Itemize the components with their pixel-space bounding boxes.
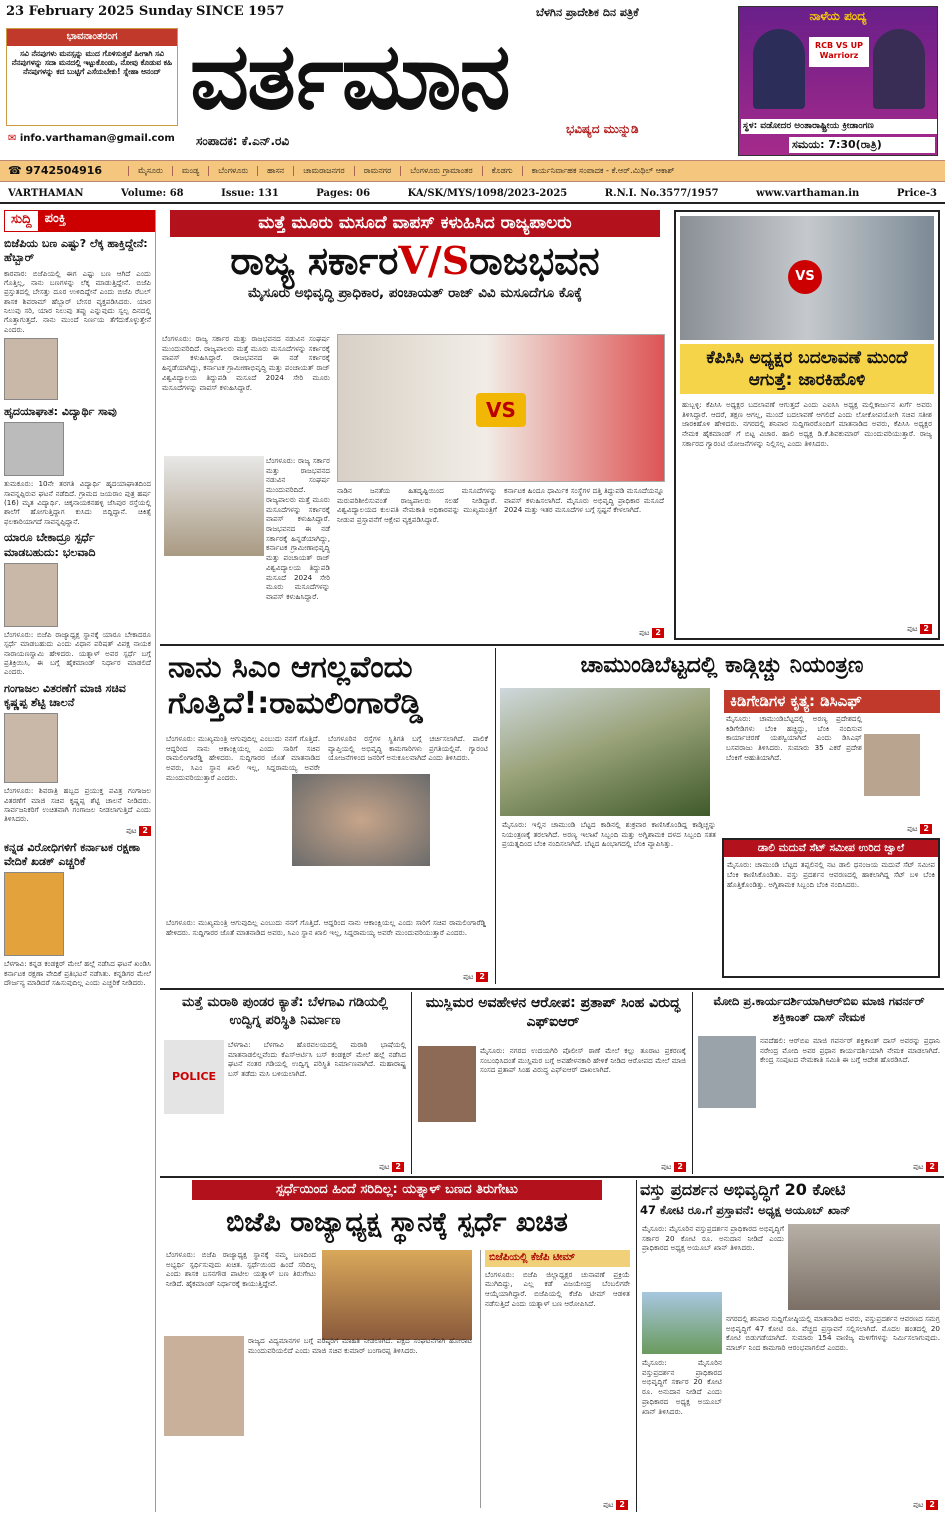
- kjp-tag: ಬಿಜೆಪಿಯಲ್ಲಿ ಕೆಜೆಪಿ ಟೀಮ್: [485, 1250, 630, 1267]
- yatnal-body: ಬೆಂಗಳೂರು: ಬಿಜೆಪಿ ರಾಜ್ಯಾಧ್ಯಕ್ಷ ಸ್ಥಾನಕ್ಕೆ ನಮ್ಮ ಬಣದಿಂದ ಅಭ್ಯರ್ಥಿ ಸ್ಪರ್ಧಿಸುವುದು ಖಚಿತ. ಸ್ಪರ್ಧೆಯಿಂದ ಹಿಂದೆ ಸರಿದಿಲ್ಲ ಎಂದು ಶಾಸಕ ಬಸನಗೌಡ ಪಾಟೀಲ ಯತ್ನಾಳ್ ಬಣ ತಿರುಗೇಟು ನೀಡಿದೆ. ಹೈಕಮಾಂಡ್ ನಿರ್ಧಾರಕ್ಕೆ ಕಾಯುತ್ತಿದ್ದೇವೆ.: [166, 1250, 316, 1289]
- chamundi-headline: ಚಾಮುಂಡಿಬೆಟ್ಟದಲ್ಲಿ ಕಾಡ್ಗಿಚ್ಚು ನಿಯಂತ್ರಣ: [580, 653, 864, 678]
- meta-paper: VARTHAMAN: [8, 187, 84, 199]
- player-photo-left: [753, 29, 805, 109]
- lead-kicker: ಮತ್ತೆ ಮೂರು ಮಸೂದೆ ವಾಪಸ್ ಕಳುಹಿಸಿದ ರಾಜ್ಯಪಾಲರು: [170, 210, 660, 237]
- belagavi-headline: ಮತ್ತೆ ಮರಾಠಿ ಪುಂಡರ ಕ್ಯಾತೆ: ಬೆಳಗಾವಿ ಗಡಿಯಲ್ಲಿ ಉದ್ವಿಗ್ನ ಪರಿಸ್ಥಿತಿ ನಿರ್ಮಾಣ: [182, 995, 388, 1028]
- page-ref[interactable]: ಪುಟ 2: [907, 824, 932, 834]
- chamundi-body: ಮೈಸೂರು: ಚಾಮುಂಡಿಬೆಟ್ಟದಲ್ಲಿ ಅರಣ್ಯ ಪ್ರದೇಶದಲ್ಲಿ ಕಿಡಿಗೇಡಿಗಳು ಬೆಂಕಿ ಹಚ್ಚಿದ್ದು, ಬೆಂಕಿ ನಂದಿಸುವ ಕಾರ್ಯಾಚರಣೆ ಯಶಸ್ವಿಯಾಗಿದೆ ಎಂದು ಡಿಸಿಎಫ್ ಬಸವರಾಜು ತಿಳಿಸಿದರು. ಸುಮಾರು 35 ಎಕರೆ ಪ್ರದೇಶ ಬೆಂಕಿಗೆ ಆಹುತಿಯಾಗಿದೆ.: [726, 714, 862, 762]
- phone-icon: ☎: [8, 164, 26, 178]
- pratap-headline: ಮುಸ್ಲಿಮರ ಅವಹೇಳನ ಆರೋಪ: ಪ್ರತಾಪ್ ಸಿಂಹ ವಿರುದ್ಧ ಎಫ್ಐಆರ್: [425, 995, 681, 1030]
- since-label: SINCE 1957: [196, 4, 285, 19]
- brief-body: ಬೆಳಗಾವಿ: ಕನ್ನಡ ಕಂಡಕ್ಟರ್ ಮೇಲೆ ಹಲ್ಲೆ ನಡೆಸಿದ ಘಟನೆ ಖಂಡಿಸಿ ಕರ್ನಾಟಕ ರಕ್ಷಣಾ ವೇದಿಕೆ ಪ್ರತಿಭಟನೆ ನಡೆಸಿತು. ಕನ್ನಡಿಗರ ಮೇಲೆ ದೌರ್ಜನ್ಯ ಮಾಡಿದರೆ ಸಹಿಸುವುದಿಲ್ಲ ಎಂದು ಎಚ್ಚರಿಕೆ ನೀಡಿದರು.: [4, 959, 151, 987]
- meta-reg: KA/SK/MYS/1098/2023-2025: [407, 187, 568, 199]
- page-ref[interactable]: ಪುಟ 2: [661, 1162, 686, 1172]
- thought-title: ಭಾವನಾಂತರಂಗ: [7, 29, 177, 46]
- brief-body: ತುಮಕೂರು: 10ನೇ ತರಗತಿ ವಿದ್ಯಾರ್ಥಿ ಹೃದಯಾಘಾತದಿಂದ ಸಾವನ್ನಪ್ಪಿರುವ ಘಟನೆ ನಡೆದಿದೆ. ಗ್ರಾಮದ ಜಯರಾಂ ಪುತ್ರ ಹರ್ಷ (16) ಮೃತ ವಿದ್ಯಾರ್ಥಿ. ಚಿಕ್ಕನಾಯಕನಹಳ್ಳಿ ಜೆಸಿಪುರ ರಸ್ತೆಯಲ್ಲಿ ಶಾಲೆಗೆ ಹೋಗುತ್ತಿದ್ದಾಗ ಕುಸಿದು ಬಿದ್ದಿದ್ದಾನೆ. ಚಿಕಿತ್ಸೆ ಫಲಕಾರಿಯಾಗದೆ ಸಾವನ್ನಪ್ಪಿದ್ದಾನೆ.: [4, 479, 151, 526]
- police-photo: POLICE: [164, 1040, 224, 1114]
- kpcc-body: ಹುಬ್ಬಳ್ಳಿ: ಕೆಪಿಸಿಸಿ ಅಧ್ಯಕ್ಷರ ಬದಲಾವಣೆ ಆಗುತ್ತದೆ ಎಂದು ಎಐಸಿಸಿ ಅಧ್ಯಕ್ಷ ಮಲ್ಲಿಕಾರ್ಜುನ ಖರ್ಗೆ ಅವರು ತಿಳಿಸಿದ್ದಾರೆ. ಆದರೆ, ತಕ್ಷಣ ಆಗಲ್ಲ, ಮುಂದೆ ಬದಲಾವಣೆ ಆಗಲಿದೆ ಎಂದು ಲೋಕೋಪಯೋಗಿ ಸಚಿವ ಸತೀಶ ಜಾರಕಿಹೊಳಿ ಹೇಳಿದರು. ನಗರದಲ್ಲಿ ಶನಿವಾರ ಸುದ್ದಿಗಾರರೊಂದಿಗೆ ಮಾತನಾಡಿದ ಅವರು, ಕೆಪಿಸಿಸಿ ಅಧ್ಯಕ್ಷರ ನೇಮಕ ಹೈಕಮಾಂಡ್ ಗೆ ಬಿಟ್ಟ ವಿಚಾರ. ಹಾಲಿ ಅಧ್ಯಕ್ಷ ಡಿ.ಕೆ.ಶಿವಕುಮಾರ್ ಮುಂದುವರಿಯುತ್ತಾರೆ. ರಾಜ್ಯ ಸರ್ಕಾರದ ಗ್ಯಾರಂಟಿ ಯೋಜನೆಗಳನ್ನು ನಿಲ್ಲಿಸಲ್ಲ ಎಂದು ತಿಳಿಸಿದರು.: [682, 400, 932, 448]
- city-item: ಬೆಂಗಳೂರು: [208, 166, 257, 176]
- page-ref[interactable]: ಪುಟ 2: [639, 628, 664, 638]
- narayanaswamy-photo: [4, 563, 58, 627]
- forest-fire-photo: [500, 688, 710, 816]
- ramalinga-body: ಬೆಂಗಳೂರು: ಮುಖ್ಯಮಂತ್ರಿ ಆಗುವುದಿಲ್ಲ ಎಂಬುದು ನನಗೆ ಗೊತ್ತಿದೆ. ಆದ್ದರಿಂದ ನಾನು ಆಕಾಂಕ್ಷಿಯಲ್ಲ ಎಂದು ಸಾರಿಗೆ ಸಚಿವ ರಾಮಲಿಂಗಾರೆಡ್ಡಿ ಹೇಳಿದರು. ಸುದ್ದಿಗಾರರ ಜೊತೆ ಮಾತನಾಡಿದ ಅವರು, ಸಿಎಂ ಸ್ಥಾನ ಖಾಲಿ ಇಲ್ಲ, ಸಿದ್ದರಾಮಯ್ಯ ಅವರೇ ಮುಂದುವರಿಯುತ್ತಾರೆ ಎಂದರು.: [166, 918, 486, 937]
- phone-number[interactable]: ☎ 9742504916: [8, 164, 103, 178]
- lead-subheadline: ಮೈಸೂರು ಅಭಿವೃದ್ಧಿ ಪ್ರಾಧಿಕಾರ, ಪಂಚಾಯತ್ ರಾಜ್ ವಿವಿ ಮಸೂದೆಗೂ ಕೊಕ್ಕೆ: [248, 284, 582, 301]
- divider: [160, 988, 944, 990]
- expo-body: ನಗರದಲ್ಲಿ ಶನಿವಾರ ಸುದ್ದಿಗೋಷ್ಠಿಯಲ್ಲಿ ಮಾತನಾಡಿದ ಅವರು, ವಸ್ತುಪ್ರದರ್ಶನ ಆವರಣದ ಸಮಗ್ರ ಅಭಿವೃದ್ಧಿಗೆ 47 ಕೋಟಿ ರೂ. ವೆಚ್ಚದ ಪ್ರಸ್ತಾವನೆ ಸಲ್ಲಿಸಲಾಗಿದೆ. ಮೊದಲ ಹಂತದಲ್ಲಿ 20 ಕೋಟಿ ಬಿಡುಗಡೆಯಾಗಿದೆ. ಸುಮಾರು 154 ವಾಣಿಜ್ಯ ಮಳಿಗೆಗಳನ್ನು ನಿರ್ಮಿಸಲಾಗುವುದು. ಮಾರ್ಚ್ ನಿಂದ ಕಾಮಗಾರಿ ಆರಂಭವಾಗಲಿದೆ ಎಂದರು.: [726, 1314, 940, 1353]
- page-ref[interactable]: ಪುಟ 2: [379, 1162, 404, 1172]
- krishnappa-photo: [4, 713, 58, 783]
- shaktikanta-headline: ಮೋದಿ ಪ್ರ.ಕಾರ್ಯದರ್ಶಿಯಾಗಿಆರ್‌ಬಿಐ ಮಾಜಿ ಗವರ್ನರ್ ಶಕ್ತಿಕಾಂತ್ ದಾಸ್ ನೇಮಕ: [713, 994, 925, 1024]
- cm-vs-governor-photo: [337, 334, 665, 482]
- city-item: ಬೆಂಗಳೂರು ಗ್ರಾಮಾಂತರ: [400, 166, 481, 176]
- city-item: ಚಾಮರಾಜನಗರ: [293, 166, 353, 176]
- chamundi-body: ಮೈಸೂರು: ಇಲ್ಲಿನ ಚಾಮುಂಡಿ ಬೆಟ್ಟದ ಕಾಡಿನಲ್ಲಿ ಶುಕ್ರವಾರ ಕಾಣಿಸಿಕೊಂಡಿದ್ದ ಕಾಡ್ಗಿಚ್ಚನ್ನು ನಿಯಂತ್ರಣಕ್ಕೆ ತರಲಾಗಿದೆ. ಅರಣ್ಯ ಇಲಾಖೆ ಸಿಬ್ಬಂದಿ ಮತ್ತು ಅಗ್ನಿಶಾಮಕ ದಳದ ಸಿಬ್ಬಂದಿ ಸತತ ಪ್ರಯತ್ನದಿಂದ ಬೆಂಕಿ ನಂದಿಸಲಾಗಿದೆ. ಬೆಟ್ಟದ ಹಿಂಭಾಗದಲ್ಲಿ ಬೆಂಕಿ ವ್ಯಾಪಿಸಿತ್ತು.: [502, 820, 716, 849]
- city-item: ಮಂಡ್ಯ: [172, 166, 208, 176]
- brief-headline: ಗಂಗಾಜಲ ವಿತರಣೆಗೆ ಮಾಜಿ ಸಚಿವ ಕೃಷ್ಣಪ್ಪ ಶೆಟ್ಟಿ ಚಾಲನೆ: [4, 681, 126, 709]
- hebbar-photo: [4, 338, 58, 400]
- thought-box: [6, 28, 178, 126]
- issue-meta-bar: [0, 186, 945, 204]
- player-photo-right: [873, 29, 925, 109]
- brief-body: ಕಾರವಾರ: ಬಿಜೆಪಿಯಲ್ಲಿ ಈಗ ಎಷ್ಟು ಬಣ ಆಗಿದೆ ಎಂದು ಗೊತ್ತಿಲ್ಲ, ನಾನು ಬಣಗಳನ್ನು ಲೆಕ್ಕ ಮಾಡುತ್ತಿದ್ದೇನೆ. ಬಿಜೆಪಿ ಪ್ರಸ್ತುತದಲ್ಲಿ ಬೇಸತ್ತು ದೂರ ಉಳಿದಿದ್ದೇನೆ ಎಂದು ಬಿಜೆಪಿ ರೆಬಲ್ ಶಾಸಕ ಶಿವರಾಮ್ ಹೆಬ್ಬಾರ್ ಬೇಸರ ವ್ಯಕ್ತಪಡಿಸಿದರು. ಯಾರ ನಿಲುವು ಸರಿ, ಯಾರ ನಿಲುವು ತಪ್ಪು ಎನ್ನುವುದು ಸ್ವಲ್ಪ ದಿನದಲ್ಲಿ ಗೊತ್ತಾಗುತ್ತದೆ. ನಾನು ಮುಂದೆ ನಿರ್ಣಯ ತೆಗೆದುಕೊಳ್ಳುತ್ತೇನೆ ಎಂದರು.: [4, 268, 151, 334]
- ad-title: ನಾಳೆಯ ಪಂದ್ಯ: [809, 9, 867, 23]
- expo-ground-photo: [642, 1292, 722, 1354]
- kjp-box: [480, 1250, 630, 1508]
- yatnal-story: [162, 1180, 632, 1512]
- slogan: ಭವಿಷ್ಯದ ಮುನ್ನುಡಿ: [566, 122, 639, 136]
- expo-story: [640, 1180, 942, 1512]
- belagavi-story: [162, 992, 408, 1174]
- lead-body: ಬೆಂಗಳೂರು: ರಾಜ್ಯ ಸರ್ಕಾರ ಮತ್ತು ರಾಜಭವನದ ನಡುವಿನ ಸಂಘರ್ಷ ಮುಂದುವರಿದಿದೆ. ರಾಜ್ಯಪಾಲರು ಮತ್ತೆ ಮೂರು ಮಸೂದೆಗಳನ್ನು ಸರ್ಕಾರಕ್ಕೆ ವಾಪಸ್ ಕಳುಹಿಸಿದ್ದಾರೆ. ರಾಜಭವನದ ಈ ನಡೆ ಸರ್ಕಾರಕ್ಕೆ ಹಿನ್ನಡೆಯಾಗಿದ್ದು, ಕರ್ನಾಟಕ ಗ್ರಾಮೀಣಾಭಿವೃದ್ಧಿ ಮತ್ತು ಪಂಚಾಯತ್ ರಾಜ್ ವಿಶ್ವವಿದ್ಯಾಲಯ ತಿದ್ದುಪಡಿ ಮಸೂದೆ 2024 ಸೇರಿ ಮೂರು ಮಸೂದೆಗಳನ್ನು ವಾಪಸ್ ಕಳುಹಿಸಿದ್ದಾರೆ.: [162, 334, 330, 392]
- match-ad[interactable]: [738, 6, 938, 156]
- yatnal-group-photo: [322, 1250, 472, 1340]
- divider: [692, 992, 693, 1174]
- page-ref[interactable]: ಪುಟ 2: [4, 826, 151, 836]
- expo-headline: ವಸ್ತು ಪ್ರದರ್ಶನ ಅಭಿವೃದ್ಧಿಗೆ 20 ಕೋಟಿ: [640, 1180, 846, 1199]
- pratap-story: [416, 992, 690, 1174]
- yatnal-kicker: ಸ್ಪರ್ಧೆಯಿಂದ ಹಿಂದೆ ಸರಿದಿಲ್ಲ: ಯತ್ನಾಳ್ ಬಣದ ತಿರುಗೇಟು: [192, 1180, 602, 1200]
- dolly-subhead: ಡಾಲಿ ಮದುವೆ ಸೆಟ್ ಸಮೀಪ ಉರಿದ ಜ್ವಾಲೆ: [724, 840, 938, 857]
- expo-body: ಮೈಸೂರು: ಮೈಸೂರಿನ ವಸ್ತುಪ್ರದರ್ಶನ ಪ್ರಾಧಿಕಾರದ ಅಭಿವೃದ್ಧಿಗೆ ಸರ್ಕಾರ 20 ಕೋಟಿ ರೂ. ಅನುದಾನ ನೀಡಿದೆ ಎಂದು ಪ್ರಾಧಿಕಾರದ ಅಧ್ಯಕ್ಷ ಅಯೂಬ್ ಖಾನ್ ತಿಳಿಸಿದರು.: [642, 1224, 784, 1253]
- city-item: ರಾಮನಗರ: [354, 166, 401, 176]
- dks-photo: [680, 216, 934, 340]
- chamundi-story: [500, 648, 944, 984]
- protest-photo: [4, 872, 64, 956]
- vs-emblem: VS: [476, 393, 526, 427]
- brief-headline: ಹೃದಯಾಘಾತ: ವಿದ್ಯಾರ್ಥಿ ಸಾವು: [4, 405, 117, 419]
- city-item: ಕೊಡಗು: [482, 166, 522, 176]
- meta-issue: Issue: 131: [221, 187, 279, 199]
- vs-badge: VS: [788, 260, 822, 294]
- page-ref[interactable]: ಪುಟ 2: [913, 1162, 938, 1172]
- dolly-set-box: [722, 838, 940, 978]
- ad-venue: ಸ್ಥಳ: ವಡೋದರ ಅಂತಾರಾಷ್ಟ್ರೀಯ ಕ್ರೀಡಾಂಗಣ: [741, 119, 937, 134]
- yatnal-body: ರಾಜ್ಯದ ವಿದ್ಯಮಾನಗಳ ಬಗ್ಗೆ ವರಿಷ್ಠರಿಗೆ ಮಾಹಿತಿ ನೀಡಲಾಗಿದೆ. ಪಕ್ಷದ ಸಂಘಟನೆಗಾಗಿ ಹೋರಾಟ ಮುಂದುವರಿಯಲಿದೆ ಎಂದು ಮಾಜಿ ಸಚಿವ ಕುಮಾರ್ ಬಂಗಾರಪ್ಪ ತಿಳಿಸಿದರು.: [248, 1336, 472, 1355]
- paper-tagline: ಬೆಳಗಿನ ಪ್ರಾದೇಶಿಕ ದಿನ ಪತ್ರಿಕೆ: [536, 6, 639, 19]
- kpcc-story: [674, 210, 940, 640]
- kpcc-headline: ಕೆಪಿಸಿಸಿ ಅಧ್ಯಕ್ಷರ ಬದಲಾವಣೆ ಮುಂದೆ ಆಗುತ್ತೆ: ಜಾರಕಿಹೊಳಿ: [680, 344, 934, 394]
- ad-time: ಸಮಯ: 7:30(ರಾತ್ರಿ): [789, 137, 935, 153]
- expo-subheadline: 47 ಕೋಟಿ ರೂ.ಗೆ ಪ್ರಸ್ತಾವನೆ: ಅಧ್ಯಕ್ಷ ಅಯೂಬ್ ಖಾನ್: [640, 1202, 851, 1217]
- pratap-photo: [418, 1046, 476, 1122]
- ramalinga-headline: ನಾನು ಸಿಎಂ ಆಗಲ್ಲವೆಂದು ಗೊತ್ತಿದೆ!:ರಾಮಲಿಂಗಾರೆಡ್ಡಿ: [168, 650, 423, 721]
- brief-headline: ಯಾರೂ ಬೇಕಾದ್ರೂ ಸ್ಪರ್ಧೆ ಮಾಡಬಹುದು: ಭಲವಾದಿ: [4, 531, 96, 559]
- page-ref[interactable]: ಪುಟ 2: [603, 1500, 628, 1510]
- dolly-body: ಮೈಸೂರು: ಚಾಮುಂಡಿ ಬೆಟ್ಟದ ತಪ್ಪಲಿನಲ್ಲಿ ನಟ ಡಾಲಿ ಧನಂಜಯ ಮದುವೆ ಸೆಟ್ ಸಮೀಪ ಬೆಂಕಿ ಕಾಣಿಸಿಕೊಂಡಿತು. ವಸ್ತು ಪ್ರದರ್ಶನ ಆವರಣದಲ್ಲಿ ಹಾಕಲಾಗಿದ್ದ ಸೆಟ್ ಬಳಿ ಬೆಂಕಿ ಹೊತ್ತಿಕೊಂಡಿತ್ತು. ಅಗ್ನಿಶಾಮಕ ಸಿಬ್ಬಂದಿ ಬೆಂಕಿ ನಂದಿಸಿದರು.: [727, 860, 935, 889]
- lead-body: ನಾಡಿನ ಜನತೆಯ ಹಿತದೃಷ್ಟಿಯಿಂದ ಮಸೂದೆಗಳನ್ನು ಮರುಪರಿಶೀಲಿಸುವಂತೆ ರಾಜ್ಯಪಾಲರು ಸಲಹೆ ನೀಡಿದ್ದಾರೆ. ವಿಶ್ವವಿದ್ಯಾಲಯದ ಕುಲಪತಿ ನೇಮಕಾತಿ ಅಧಿಕಾರವನ್ನು ಮುಖ್ಯಮಂತ್ರಿಗೆ ನೀಡುವ ಪ್ರಸ್ತಾವನೆಗೆ ಆಕ್ಷೇಪ ವ್ಯಕ್ತಪಡಿಸಿದ್ದಾರೆ.: [337, 486, 497, 525]
- teams-badge: RCB VS UP Warriorz: [809, 37, 869, 67]
- cities-bar: [0, 160, 945, 182]
- page-ref[interactable]: ಪುಟ 2: [463, 972, 488, 982]
- issue-date: 23 February 2025 Sunday: [6, 4, 193, 19]
- belagavi-body: ಬೆಳಗಾವಿ: ಬೆಳಗಾವಿ ಹೊರವಲಯದಲ್ಲಿ ಮರಾಠಿ ಭಾಷೆಯಲ್ಲಿ ಮಾತನಾಡಲಿಲ್ಲವೆಂದು ಕೆಎಸ್ಆರ್ಟಿಸಿ ಬಸ್ ಕಂಡಕ್ಟರ್ ಮೇಲೆ ಹಲ್ಲೆ ನಡೆಸಿದ ಘಟನೆ ನಂತರ ಗಡಿಯಲ್ಲಿ ಉದ್ವಿಗ್ನ ಪರಿಸ್ಥಿತಿ ನಿರ್ಮಾಣವಾಗಿದೆ. ಮಹಾರಾಷ್ಟ್ರ ಬಸ್ ತಡೆದು ಮಸಿ ಬಳಿಯಲಾಗಿದೆ.: [228, 1040, 406, 1079]
- meta-volume: Volume: 68: [121, 187, 184, 199]
- lead-body: ಬೆಂಗಳೂರು: ರಾಜ್ಯ ಸರ್ಕಾರ ಮತ್ತು ರಾಜಭವನದ ನಡುವಿನ ಸಂಘರ್ಷ ಮುಂದುವರಿದಿದೆ. ರಾಜ್ಯಪಾಲರು ಮತ್ತೆ ಮೂರು ಮಸೂದೆಗಳನ್ನು ಸರ್ಕಾರಕ್ಕೆ ವಾಪಸ್ ಕಳುಹಿಸಿದ್ದಾರೆ. ರಾಜಭವನದ ಈ ನಡೆ ಸರ್ಕಾರಕ್ಕೆ ಹಿನ್ನಡೆಯಾಗಿದ್ದು, ಕರ್ನಾಟಕ ಗ್ರಾಮೀಣಾಭಿವೃದ್ಧಿ ಮತ್ತು ಪಂಚಾಯತ್ ರಾಜ್ ವಿಶ್ವವಿದ್ಯಾಲಯ ತಿದ್ದುಪಡಿ ಮಸೂದೆ 2024 ಸೇರಿ ಮೂರು ಮಸೂದೆಗಳನ್ನು ವಾಪಸ್ ಕಳುಹಿಸಿದ್ದಾರೆ.: [266, 456, 330, 602]
- lead-body: ಕರ್ನಾಟಕ ಹಿಂದೂ ಧಾರ್ಮಿಕ ಸಂಸ್ಥೆಗಳ ದತ್ತಿ ತಿದ್ದುಪಡಿ ಮಸೂದೆಯನ್ನೂ ವಾಪಸ್ ಕಳುಹಿಸಲಾಗಿದೆ. ಮೈಸೂರು ಅಭಿವೃದ್ಧಿ ಪ್ರಾಧಿಕಾರ ಮಸೂದೆ 2024 ಮತ್ತು ಇತರ ಮಸೂದೆಗಳ ಬಗ್ಗೆ ಸ್ಪಷ್ಟನೆ ಕೇಳಲಾಗಿದೆ.: [504, 486, 664, 515]
- expo-body: ಮೈಸೂರು: ಮೈಸೂರಿನ ವಸ್ತುಪ್ರದರ್ಶನ ಪ್ರಾಧಿಕಾರದ ಅಭಿವೃದ್ಧಿಗೆ ಸರ್ಕಾರ 20 ಕೋಟಿ ರೂ. ಅನುದಾನ ನೀಡಿದೆ ಎಂದು ಪ್ರಾಧಿಕಾರದ ಅಧ್ಯಕ್ಷ ಅಯೂಬ್ ಖಾನ್ ತಿಳಿಸಿದರು.: [642, 1358, 722, 1416]
- yatnal-headline: ಬಿಜೆಪಿ ರಾಜ್ಯಾಧ್ಯಕ್ಷ ಸ್ಥಾನಕ್ಕೆ ಸ್ಪರ್ಧೆ ಖಚಿತ: [226, 1207, 568, 1239]
- ramalinga-story: [162, 648, 492, 984]
- vidhana-soudha-photo: [164, 456, 264, 556]
- ramalinga-body: ಬೆಂಗಳೂರು: ಮುಖ್ಯಮಂತ್ರಿ ಆಗುವುದಿಲ್ಲ ಎಂಬುದು ನನಗೆ ಗೊತ್ತಿದೆ. ಆದ್ದರಿಂದ ನಾನು ಆಕಾಂಕ್ಷಿಯಲ್ಲ ಎಂದು ಸಾರಿಗೆ ಸಚಿವ ರಾಮಲಿಂಗಾರೆಡ್ಡಿ ಹೇಳಿದರು. ಸುದ್ದಿಗಾರರ ಜೊತೆ ಮಾತನಾಡಿದ ಅವರು, ಸಿಎಂ ಸ್ಥಾನ ಖಾಲಿ ಇಲ್ಲ, ಸಿದ್ದರಾಮಯ್ಯ ಅವರೇ ಮುಂದುವರಿಯುತ್ತಾರೆ ಎಂದರು.: [166, 734, 320, 782]
- divider: [495, 648, 496, 984]
- student-photo: [4, 422, 64, 476]
- thought-text: ಸವಿ ನೆನಪುಗಳು ಮನಸ್ಸನ್ನು ಮುದ ಗೊಳಿಸುತ್ತವೆ ಹೀಗಾಗಿ ಸವಿ ನೆನಪುಗಳನ್ನು ಸದಾ ಮನದಲ್ಲಿ ಇಟ್ಟುಕೊಂಡು, ನೋವು ಕೊಡುವ ಕಹಿ ನೆನಪುಗಳನ್ನು ಕದ ಬುಟ್ಟಿಗೆ ಎಸೆಯಬೇಕು! ಸ್ನೇಹಾ ಆನಂದ್: [11, 48, 173, 77]
- meta-website[interactable]: www.varthaman.in: [756, 187, 860, 199]
- ramalinga-body: ಬೆಂಗಳೂರಿನ ರಸ್ತೆಗಳ ಸ್ಥಿತಿಗತಿ ಬಗ್ಗೆ ಚರ್ಚಿಸಲಾಗಿದೆ. ಪಾಲಿಕೆ ವ್ಯಾಪ್ತಿಯಲ್ಲಿ ಅಭಿವೃದ್ಧಿ ಕಾಮಗಾರಿಗಳು ಪ್ರಗತಿಯಲ್ಲಿವೆ. ಗ್ಯಾರಂಟಿ ಯೋಜನೆಗಳಿಂದ ಜನರಿಗೆ ಅನುಕೂಲವಾಗಿದೆ ಎಂದು ತಿಳಿಸಿದರು.: [328, 734, 488, 763]
- chamundi-subhead: ಕಿಡಿಗೇಡಿಗಳ ಕೃತ್ಯ: ಡಿಸಿಎಫ್: [724, 690, 940, 713]
- pratap-body: ಮೈಸೂರು: ನಗರದ ಉದಯಗಿರಿ ಪೊಲೀಸ್ ಠಾಣೆ ಮೇಲೆ ಕಲ್ಲು ತೂರಾಟ ಪ್ರಕರಣಕ್ಕೆ ಸಂಬಂಧಿಸಿದಂತೆ ಮುಸ್ಲಿಮರ ಬಗ್ಗೆ ಅವಹೇಳನಕಾರಿ ಹೇಳಿಕೆ ನೀಡಿದ ಆರೋಪದ ಮೇಲೆ ಮಾಜಿ ಸಂಸದ ಪ್ರತಾಪ್ ಸಿಂಹ ವಿರುದ್ಧ ಎಫ್ಐಆರ್ ದಾಖಲಾಗಿದೆ.: [480, 1046, 686, 1075]
- column-label: ಸುದ್ದಿ ಪಂಕ್ತಿ: [4, 210, 156, 232]
- dcf-photo: [864, 734, 920, 796]
- editor-credit: ಸಂಪಾದಕ: ಕೆ.ಎನ್.ರವಿ: [196, 134, 290, 148]
- ramalinga-photo: [292, 774, 430, 866]
- page-ref[interactable]: ಪುಟ 2: [913, 1500, 938, 1510]
- bangarappa-photo: [164, 1336, 244, 1436]
- shaktikanta-body: ನವದೆಹಲಿ: ಆರ್‌ಬಿಐ ಮಾಜಿ ಗವರ್ನರ್ ಶಕ್ತಿಕಾಂತ್ ದಾಸ್ ಅವರನ್ನು ಪ್ರಧಾನಿ ನರೇಂದ್ರ ಮೋದಿ ಅವರ ಪ್ರಧಾನ ಕಾರ್ಯದರ್ಶಿಯಾಗಿ ನೇಮಕ ಮಾಡಲಾಗಿದೆ. ಕೇಂದ್ರ ಸಂಪುಟದ ನೇಮಕಾತಿ ಸಮಿತಿ ಈ ಬಗ್ಗೆ ಆದೇಶ ಹೊರಡಿಸಿದೆ.: [760, 1036, 940, 1065]
- page-ref[interactable]: ಪುಟ 2: [907, 624, 932, 634]
- lead-headline: ರಾಜ್ಯ ಸರ್ಕಾರV/Sರಾಜಭವನ: [230, 238, 600, 284]
- brief-body: ಬೆಂಗಳೂರು: ಶಿವರಾತ್ರಿ ಹಬ್ಬದ ಪ್ರಯುಕ್ತ ಪವಿತ್ರ ಗಂಗಾಜಲ ವಿತರಣೆಗೆ ಮಾಜಿ ಸಚಿವ ಕೃಷ್ಣಪ್ಪ ಶೆಟ್ಟಿ ಚಾಲನೆ ನೀಡಿದರು. ಸಾರ್ವಜನಿಕರಿಗೆ ಉಚಿತವಾಗಿ ಗಂಗಾಜಲ ನೀಡಲಾಗುತ್ತಿದೆ ಎಂದು ತಿಳಿಸಿದರು.: [4, 786, 151, 824]
- brief-body: ಬೆಂಗಳೂರು: ಬಿಜೆಪಿ ರಾಜ್ಯಾಧ್ಯಕ್ಷ ಸ್ಥಾನಕ್ಕೆ ಯಾರೂ ಬೇಕಾದರೂ ಸ್ಪರ್ಧೆ ಮಾಡಬಹುದು ಎಂದು ವಿಧಾನ ಪರಿಷತ್ ವಿಪಕ್ಷ ನಾಯಕ ನಾರಾಯಣಸ್ವಾಮಿ ಹೇಳಿದರು. ಯತ್ನಾಳ್ ಅವರ ಸ್ಪರ್ಧೆ ಬಗ್ಗೆ ಪ್ರತಿಕ್ರಿಯಿಸಿ, ಈ ಬಗ್ಗೆ ಹೈಕಮಾಂಡ್ ನಿರ್ಧಾರ ಮಾಡಲಿದೆ ಎಂದರು.: [4, 629, 151, 677]
- news-column-left: [4, 210, 156, 1512]
- lead-story: [162, 210, 668, 642]
- divider: [411, 992, 412, 1174]
- press-meet-photo: [788, 1224, 940, 1310]
- executive-editor: ಕಾರ್ಯನಿರ್ವಾಹಕ ಸಂಪಾದಕ - ಕೆ.ಆರ್.ಮಿಥಿಲ್ ಆಕಾಶ್: [522, 166, 684, 176]
- city-item: ಮೈಸೂರು: [128, 166, 172, 176]
- divider: [160, 644, 944, 646]
- meta-price: Price-3: [896, 187, 937, 199]
- contact-email[interactable]: ✉ info.varthaman@gmail.com: [8, 133, 175, 144]
- kjp-body: ಬೆಂಗಳೂರು: ಬಿಜೆಪಿ ಜಿಲ್ಲಾಧ್ಯಕ್ಷರ ಚುನಾವಣೆ ಪ್ರಕ್ರಿಯೆ ಮುಗಿದಿದ್ದು, ಎಲ್ಲ ಕಡೆ ವಿಜಯೇಂದ್ರ ಬೆಂಬಲಿಗರೇ ಆಯ್ಕೆಯಾಗಿದ್ದಾರೆ. ಬಿಜೆಪಿಯಲ್ಲಿ ಕೆಜೆಪಿ ಟೀಮ್ ಆಡಳಿತ ನಡೆಸುತ್ತಿದೆ ಎಂದು ಯತ್ನಾಳ್ ಬಣ ಆರೋಪಿಸಿದೆ.: [485, 1269, 630, 1308]
- divider: [160, 1176, 944, 1178]
- masthead-logo: ವರ್ತಮಾನ: [190, 22, 509, 130]
- meta-rni: R.N.I. No.3577/1957: [604, 187, 719, 199]
- shaktikanta-photo: [698, 1036, 756, 1108]
- mail-icon: ✉: [8, 133, 20, 144]
- meta-pages: Pages: 06: [316, 187, 371, 199]
- divider: [636, 1180, 637, 1512]
- shaktikanta-story: [696, 992, 942, 1174]
- brief-headline: ಕನ್ನಡ ವಿರೋಧಿಗಳಿಗೆ ಕರ್ನಾಟಕ ರಕ್ಷಣಾ ವೇದಿಕೆ ಖಡಕ್ ಎಚ್ಚರಿಕೆ: [4, 840, 141, 868]
- brief-headline: ಬಿಜೆಪಿಯ ಬಣ ಎಷ್ಟು? ಲೆಕ್ಕ ಹಾಕ್ತಿದ್ದೇನೆ: ಹೆಬ್ಬಾರ್: [4, 237, 148, 265]
- city-item: ಹಾಸನ: [257, 166, 293, 176]
